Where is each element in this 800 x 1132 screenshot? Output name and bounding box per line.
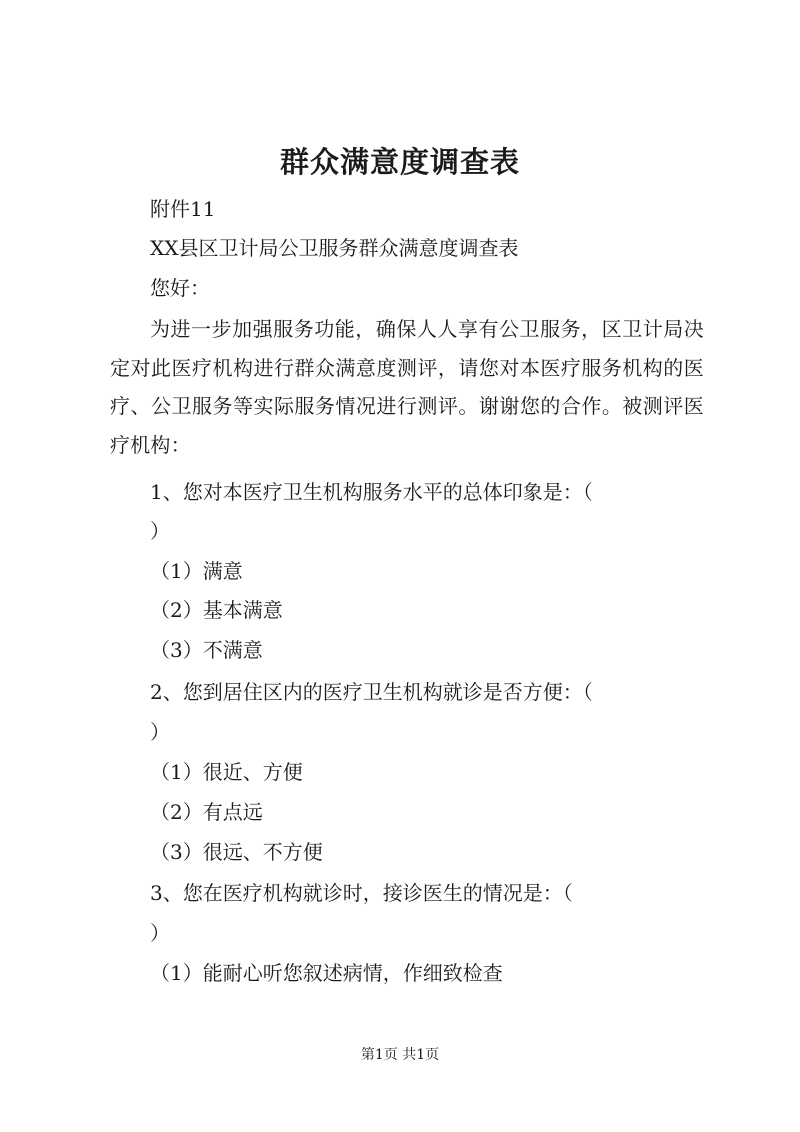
question-1-option-3: （3）不满意 (150, 638, 263, 662)
question-2-option-2: （2）有点远 (150, 800, 263, 824)
question-3: 3、您在医疗机构就诊时，接诊医生的情况是：（ (150, 881, 573, 905)
attachment-label: 附件11 (150, 197, 216, 221)
question-2-close: ） (150, 720, 170, 744)
question-1: 1、您对本医疗卫生机构服务水平的总体印象是：（ (150, 480, 593, 504)
question-1-option-2: （2）基本满意 (150, 598, 283, 622)
greeting: 您好： (150, 276, 210, 300)
document-title: 群众满意度调查表 (279, 145, 520, 179)
question-3-option-1: （1）能耐心听您叙述病情，作细致检查 (150, 961, 503, 985)
question-2-option-1: （1）很近、方便 (150, 760, 303, 784)
question-3-close: ） (150, 921, 170, 945)
page-footer: 第1页 共1页 (360, 1047, 440, 1063)
question-1-close: ） (150, 519, 170, 543)
question-1-option-1: （1）满意 (150, 559, 243, 583)
intro-paragraph: 为进一步加强服务功能，确保人人享有公卫服务，区卫计局决定对此医疗机构进行群众满意度测评，请您对本医疗服务机构的医疗、公卫服务等实际服务情况进行测评。谢谢您的合作。被测评医疗机构： (110, 317, 704, 457)
document-subtitle: XX县区卫计局公卫服务群众满意度调查表 (150, 236, 519, 260)
question-2-option-3: （3）很远、不方便 (150, 840, 323, 864)
question-2: 2、您到居住区内的医疗卫生机构就诊是否方便：（ (150, 680, 593, 704)
